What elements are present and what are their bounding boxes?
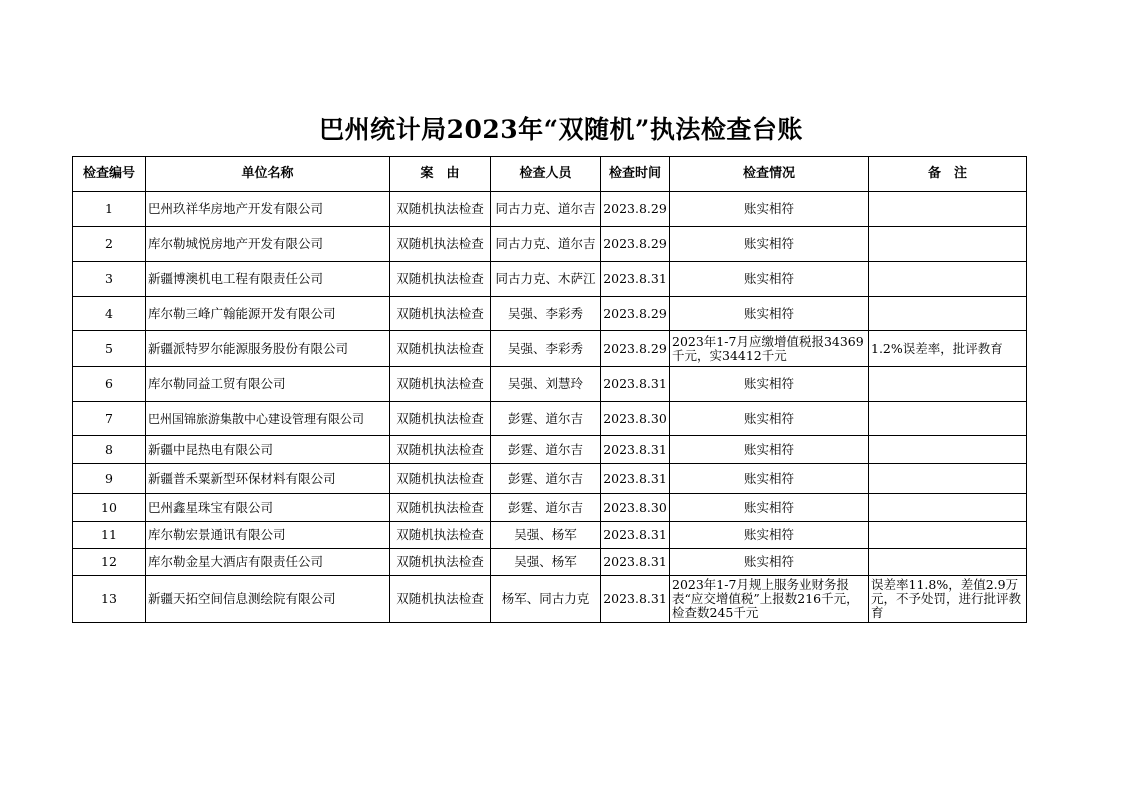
cell-result: 账实相符 — [670, 522, 869, 549]
cell-note — [869, 297, 1027, 331]
cell-inspectors: 吴强、李彩秀 — [491, 331, 601, 367]
cell-note: 1.2%误差率，批评教育 — [869, 331, 1027, 367]
cell-inspectors: 同古力克、木萨江 — [491, 262, 601, 297]
cell-result: 账实相符 — [670, 192, 869, 227]
cell-date: 2023.8.31 — [601, 367, 670, 402]
cell-reason: 双随机执法检查 — [390, 227, 491, 262]
cell-no: 1 — [73, 192, 146, 227]
cell-note — [869, 494, 1027, 522]
header-reason: 案 由 — [390, 157, 491, 192]
table-row — [73, 436, 1027, 464]
cell-date: 2023.8.30 — [601, 494, 670, 522]
cell-company: 库尔勒金星大酒店有限责任公司 — [146, 549, 390, 576]
cell-note — [869, 262, 1027, 297]
cell-no: 5 — [73, 331, 146, 367]
cell-date: 2023.8.31 — [601, 262, 670, 297]
cell-note — [869, 367, 1027, 402]
cell-company: 巴州玖祥华房地产开发有限公司 — [146, 192, 390, 227]
cell-inspectors: 吴强、李彩秀 — [491, 297, 601, 331]
cell-date: 2023.8.31 — [601, 464, 670, 494]
cell-result: 账实相符 — [670, 367, 869, 402]
cell-company: 库尔勒三峰广翰能源开发有限公司 — [146, 297, 390, 331]
cell-date: 2023.8.31 — [601, 549, 670, 576]
cell-date: 2023.8.31 — [601, 436, 670, 464]
cell-date: 2023.8.31 — [601, 576, 670, 623]
cell-company: 库尔勒同益工贸有限公司 — [146, 367, 390, 402]
cell-company: 巴州国锦旅游集散中心建设管理有限公司 — [146, 402, 390, 436]
table-row — [73, 192, 1027, 227]
cell-no: 7 — [73, 402, 146, 436]
cell-note — [869, 402, 1027, 436]
header-inspection-no: 检查编号 — [73, 157, 146, 192]
table-row — [73, 331, 1027, 367]
cell-note — [869, 522, 1027, 549]
cell-result: 账实相符 — [670, 262, 869, 297]
cell-inspectors: 同古力克、道尔吉 — [491, 192, 601, 227]
table-row — [73, 464, 1027, 494]
header-inspection-date: 检查时间 — [601, 157, 670, 192]
cell-reason: 双随机执法检查 — [390, 494, 491, 522]
cell-note — [869, 549, 1027, 576]
cell-result: 账实相符 — [670, 464, 869, 494]
cell-no: 12 — [73, 549, 146, 576]
header-company-name: 单位名称 — [146, 157, 390, 192]
cell-reason: 双随机执法检查 — [390, 576, 491, 623]
inspection-ledger-table — [72, 156, 1027, 623]
cell-date: 2023.8.29 — [601, 297, 670, 331]
table-row — [73, 227, 1027, 262]
cell-inspectors: 彭霆、道尔吉 — [491, 464, 601, 494]
cell-reason: 双随机执法检查 — [390, 402, 491, 436]
cell-date: 2023.8.29 — [601, 192, 670, 227]
cell-date: 2023.8.29 — [601, 331, 670, 367]
cell-result: 账实相符 — [670, 549, 869, 576]
cell-no: 9 — [73, 464, 146, 494]
cell-result: 账实相符 — [670, 402, 869, 436]
header-inspectors: 检查人员 — [491, 157, 601, 192]
cell-no: 4 — [73, 297, 146, 331]
cell-reason: 双随机执法检查 — [390, 331, 491, 367]
cell-note — [869, 464, 1027, 494]
cell-no: 3 — [73, 262, 146, 297]
cell-note — [869, 227, 1027, 262]
table-row — [73, 549, 1027, 576]
cell-result: 账实相符 — [670, 436, 869, 464]
cell-inspectors: 彭霆、道尔吉 — [491, 494, 601, 522]
cell-company: 新疆中昆热电有限公司 — [146, 436, 390, 464]
table-row — [73, 297, 1027, 331]
table-row — [73, 367, 1027, 402]
table-row — [73, 494, 1027, 522]
cell-no: 11 — [73, 522, 146, 549]
cell-result: 2023年1-7月规上服务业财务报表“应交增值税”上报数216千元，检查数245千元 — [670, 576, 869, 623]
cell-company: 新疆普禾粟新型环保材料有限公司 — [146, 464, 390, 494]
cell-inspectors: 杨军、同古力克 — [491, 576, 601, 623]
cell-note — [869, 192, 1027, 227]
cell-reason: 双随机执法检查 — [390, 367, 491, 402]
cell-reason: 双随机执法检查 — [390, 464, 491, 494]
cell-no: 13 — [73, 576, 146, 623]
cell-company: 新疆天拓空间信息测绘院有限公司 — [146, 576, 390, 623]
cell-result: 2023年1-7月应缴增值税报34369千元，实34412千元 — [670, 331, 869, 367]
cell-no: 2 — [73, 227, 146, 262]
header-note: 备 注 — [869, 157, 1027, 192]
cell-reason: 双随机执法检查 — [390, 192, 491, 227]
cell-note — [869, 436, 1027, 464]
cell-inspectors: 同古力克、道尔吉 — [491, 227, 601, 262]
cell-company: 库尔勒城悦房地产开发有限公司 — [146, 227, 390, 262]
table-row — [73, 522, 1027, 549]
cell-reason: 双随机执法检查 — [390, 297, 491, 331]
cell-company: 巴州鑫星珠宝有限公司 — [146, 494, 390, 522]
cell-no: 6 — [73, 367, 146, 402]
cell-inspectors: 彭霆、道尔吉 — [491, 402, 601, 436]
cell-inspectors: 吴强、刘慧玲 — [491, 367, 601, 402]
table-row — [73, 402, 1027, 436]
document-title: 巴州统计局2023年“双随机”执法检查台账 — [319, 115, 803, 144]
cell-company: 新疆派特罗尔能源服务股份有限公司 — [146, 331, 390, 367]
cell-note: 误差率11.8%，差值2.9万元，不予处罚，进行批评教育 — [869, 576, 1027, 623]
cell-result: 账实相符 — [670, 227, 869, 262]
cell-reason: 双随机执法检查 — [390, 522, 491, 549]
cell-inspectors: 吴强、杨军 — [491, 549, 601, 576]
cell-inspectors: 吴强、杨军 — [491, 522, 601, 549]
cell-result: 账实相符 — [670, 297, 869, 331]
table-row — [73, 262, 1027, 297]
cell-company: 库尔勒宏景通讯有限公司 — [146, 522, 390, 549]
cell-date: 2023.8.30 — [601, 402, 670, 436]
cell-date: 2023.8.29 — [601, 227, 670, 262]
cell-reason: 双随机执法检查 — [390, 549, 491, 576]
cell-no: 10 — [73, 494, 146, 522]
table-header-row — [73, 157, 1027, 192]
header-inspection-result: 检查情况 — [670, 157, 869, 192]
table-row — [73, 576, 1027, 623]
cell-result: 账实相符 — [670, 494, 869, 522]
cell-reason: 双随机执法检查 — [390, 436, 491, 464]
cell-no: 8 — [73, 436, 146, 464]
cell-inspectors: 彭霆、道尔吉 — [491, 436, 601, 464]
cell-company: 新疆博澳机电工程有限责任公司 — [146, 262, 390, 297]
cell-date: 2023.8.31 — [601, 522, 670, 549]
cell-reason: 双随机执法检查 — [390, 262, 491, 297]
